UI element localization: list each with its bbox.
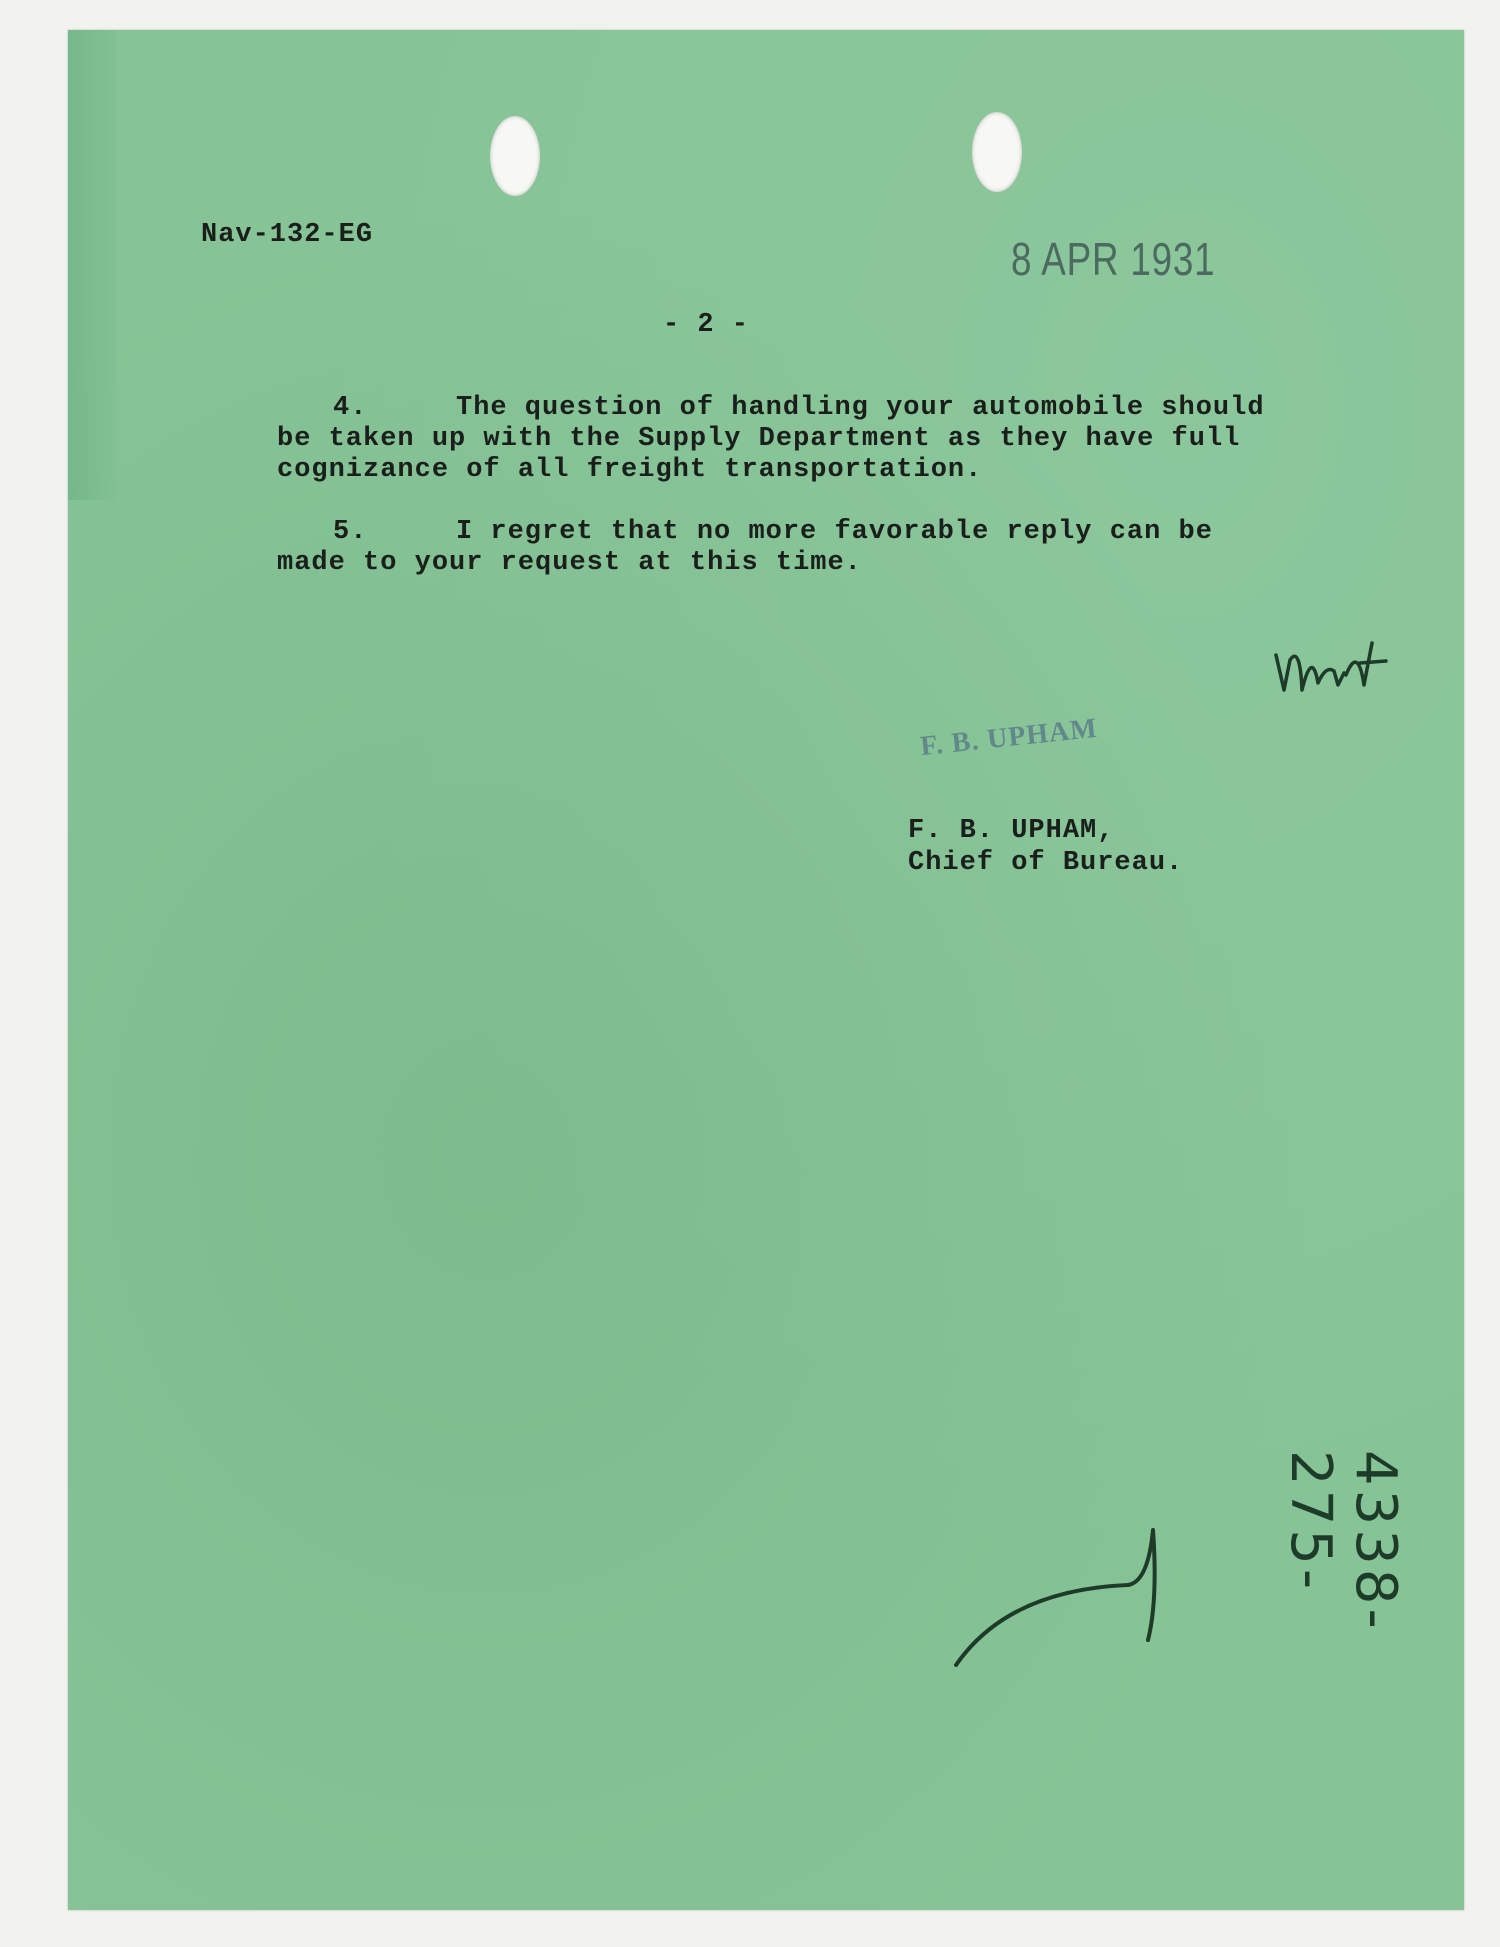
punch-hole-right bbox=[972, 112, 1022, 192]
name-stamp: F. B. UPHAM bbox=[918, 712, 1100, 763]
page-marker: - 2 - bbox=[663, 310, 750, 340]
paragraph-4-line-3: cognizance of all freight transportation. bbox=[277, 455, 983, 485]
typed-title: Chief of Bureau. bbox=[908, 848, 1184, 878]
typed-name: F. B. UPHAM, bbox=[908, 816, 1115, 846]
handwritten-initials bbox=[1268, 635, 1408, 715]
folded-edge bbox=[68, 30, 116, 500]
paragraph-5-line-2: made to your request at this time. bbox=[277, 548, 862, 578]
punch-hole-left bbox=[490, 116, 540, 196]
paragraph-5-number: 5. bbox=[333, 517, 368, 547]
paragraph-5-line-1: I regret that no more favorable reply can be bbox=[456, 517, 1213, 547]
paragraph-4-line-1: The question of handling your automobile should bbox=[456, 393, 1265, 423]
paragraph-4-number: 4. bbox=[333, 393, 368, 423]
margin-file-number: 4338-275- bbox=[1278, 1450, 1408, 1633]
paragraph-4-line-2: be taken up with the Supply Department as they have full bbox=[277, 424, 1241, 454]
file-code: Nav-132-EG bbox=[201, 220, 374, 250]
document-page bbox=[68, 30, 1464, 1910]
handwritten-pen-stroke bbox=[948, 1510, 1208, 1680]
date-stamp: 8 APR 1931 bbox=[1011, 233, 1216, 285]
